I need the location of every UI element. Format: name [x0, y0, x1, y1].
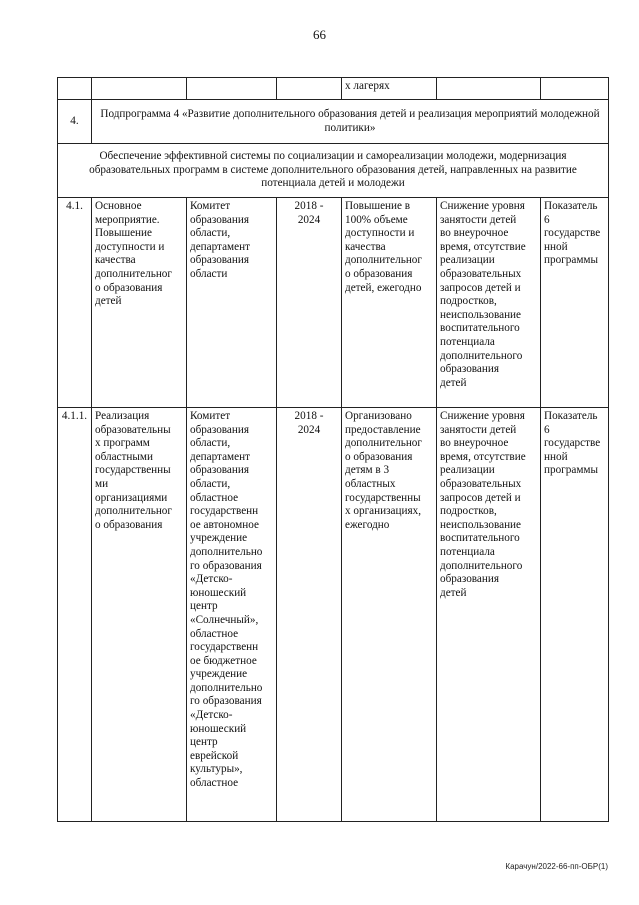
- table-cell: [342, 78, 437, 100]
- row-number: 4.1.1.: [58, 408, 92, 822]
- goal-text: Обеспечение эффективной системы по социализации и самореализации молодежи, модернизация образовательных программ в системе дополнительного образования детей, направленных на развитие потенциала детей и молодежи: [58, 144, 609, 198]
- table-row: [58, 198, 609, 408]
- table-cell: [541, 78, 609, 100]
- page-number: 66: [313, 27, 326, 42]
- expected-result: Повышение в 100% объеме доступности и качества дополнительног о образования детей, ежегодно: [342, 198, 437, 408]
- goal-row: [58, 144, 609, 198]
- table-cell: [437, 78, 541, 100]
- subprogram-title: Подпрограмма 4 «Развитие дополнительного образования детей и реализация мероприятий молодежной политики»: [92, 100, 609, 144]
- executor: Комитет образования области, департамент образования области: [187, 198, 277, 408]
- expected-result: Организовано предоставление дополнительног о образования детям в 3 областных государственны х организациях, ежегодно: [342, 408, 437, 822]
- period: 2018 - 2024: [277, 408, 342, 822]
- subprogram-number: 4.: [58, 100, 92, 144]
- activity-name: Реализация образовательны х программ областными государственны ми организациями дополнительног о образования: [92, 408, 187, 822]
- row-number: 4.1.: [58, 198, 92, 408]
- activities-table: [57, 77, 609, 822]
- consequences: Снижение уровня занятости детей во внеурочное время, отсутствие реализации образовательных запросов детей и подростков, неиспользование воспитательного потенциала дополнительного образования детей: [437, 198, 541, 408]
- result-tail: х лагерях: [345, 80, 390, 92]
- indicator: Показатель 6 государстве нной программы: [541, 408, 609, 822]
- table-cell: [187, 78, 277, 100]
- subprogram-row: [58, 100, 609, 144]
- executor: Комитет образования области, департамент образования области, областное государственн ое автономное учреждение дополнительно го образования «Детско- юношеский центр «Солнечный», областное государственн ое бюджетное учреждение дополнительно го образования «Детско- юношеский центр еврейской культуры», областное: [187, 408, 277, 822]
- table-cell: [92, 78, 187, 100]
- table-row: [58, 408, 609, 822]
- period: 2018 - 2024: [277, 198, 342, 408]
- table-cell: [277, 78, 342, 100]
- document-code: Карачун/2022-66-пп-ОБР(1): [505, 862, 608, 871]
- consequences: Снижение уровня занятости детей во внеурочное время, отсутствие реализации образовательных запросов детей и подростков, неиспользование воспитательного потенциала дополнительного образования детей: [437, 408, 541, 822]
- continuation-row: [58, 78, 609, 100]
- table-cell: [58, 78, 92, 100]
- indicator: Показатель 6 государстве нной программы: [541, 198, 609, 408]
- activity-name: Основное мероприятие. Повышение доступности и качества дополнительног о образования детей: [92, 198, 187, 408]
